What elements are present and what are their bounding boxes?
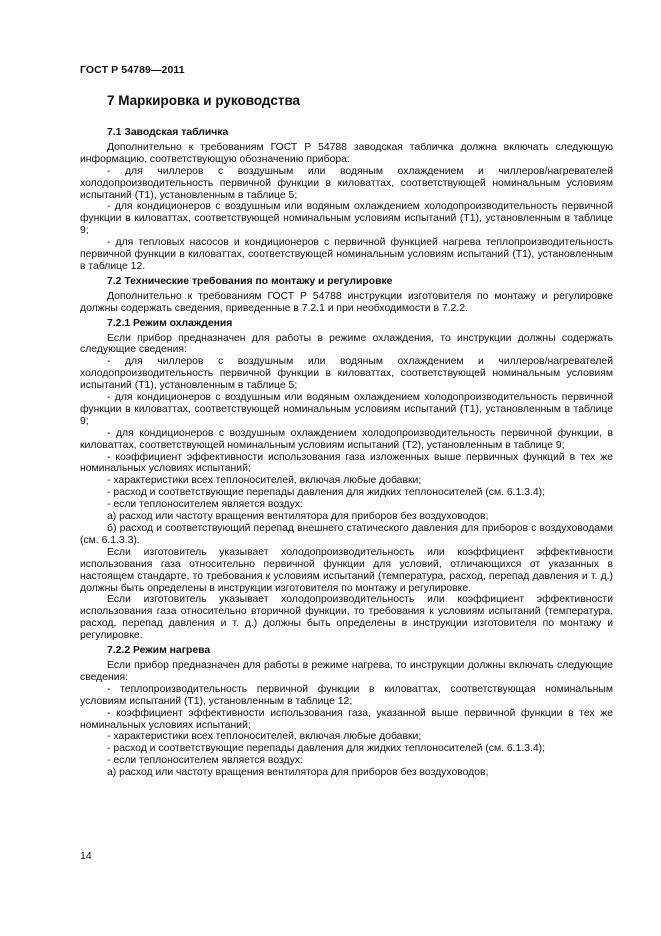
paragraph: Если изготовитель указывает холодопроизводительность или коэффициент эффективности использования газа относительно вторичной функции, то требования к условиям испытаний (температура, расход, перепад давления и т. д.) должны быть определены в инструкции изготовителя по монтажу и регулировке. — [80, 594, 613, 642]
section-title: 7 Маркировка и руководства — [107, 93, 301, 108]
list-item: а) расход или частоту вращения вентилятора для приборов без воздуховодов; — [107, 767, 489, 779]
paragraph: Если изготовитель указывает холодопроизводительность или коэффициент эффективности использования газа относительно первичной функции для условий, отличающихся от указанных в настоящем стандарте, то требования к условиям испытаний (температура, расход, перепад давления и т. д.) должны быть определены в инструкции изготовителя по монтажу и регулировке. — [80, 546, 613, 594]
list-item: - для чиллеров с воздушным или водяным охлаждением и чиллеров/нагревателей холодопроизводительность первичной функции в киловаттах, соответствующей номинальным условиям испытаний (Т1), установленным в таблице 5; — [80, 165, 613, 201]
document-body — [80, 127, 613, 779]
list-item: - расход и соответствующие перепады давления для жидких теплоносителей (см. 6.1.3.4); — [107, 487, 546, 499]
list-item: - для кондиционеров с воздушным охлаждением холодопроизводительность первичной функции, в киловаттах, соответствующей номинальным условиям испытаний (Т2), установленным в таблице 9; — [80, 427, 613, 451]
subsection-title-7-1: 7.1 Заводская табличка — [107, 127, 229, 138]
list-item: - если теплоносителем является воздух: — [107, 499, 303, 511]
list-item: - расход и соответствующие перепады давления для жидких теплоносителей (см. 6.1.3.4); — [107, 743, 546, 755]
paragraph: Если прибор предназначен для работы в режиме нагрева, то инструкции должны включать следующие сведения: — [80, 659, 613, 683]
list-item: - коэффициент эффективности использования газа, указанной выше первичной функции в тех же номинальных условиях испытаний; — [80, 707, 613, 731]
document-header: ГОСТ Р 54789—2011 — [80, 64, 185, 76]
page-number: 14 — [80, 850, 92, 862]
list-item: - теплопроизводительность первичной функции в киловаттах, соответствующая номинальным условиям испытаний (Т1), установленным в таблице 12; — [80, 683, 613, 707]
list-item: - если теплоносителем является воздух: — [107, 755, 303, 767]
list-item: а) расход или частоту вращения вентилятора для приборов без воздуховодов; — [107, 511, 489, 523]
list-item: - характеристики всех теплоносителей, включая любые добавки; — [107, 731, 422, 743]
paragraph: Дополнительно к требованиям ГОСТ Р 54788 инструкции изготовителя по монтажу и регулировке должны содержать сведения, приведенные в 7.2.1 и при необходимости в 7.2.2. — [80, 290, 613, 314]
list-item: - для кондиционеров с воздушным или водяным охлаждением холодопроизводительность первичной функции в киловаттах, соответствующей номинальным условиям испытаний (Т1), установленным в таблице 9; — [80, 392, 613, 427]
list-item: - характеристики всех теплоносителей, включая любые добавки; — [107, 475, 422, 487]
list-item: - коэффициент эффективности использования газа изложенных выше первичных функций в тех же номинальных условиях испытаний; — [80, 451, 613, 475]
subsection-title-7-2-1: 7.2.1 Режим охлаждения — [107, 317, 233, 329]
paragraph: Если прибор предназначен для работы в режиме охлаждения, то инструкции должны содержать следующие сведения: — [80, 332, 613, 356]
list-item: - для тепловых насосов и кондиционеров с первичной функцией нагрева теплопроизводительность первичной функции в киловаттах, соответствующей номинальным условиям испытаний (Т1), установленным в таблице 12. — [80, 237, 613, 272]
subsection-title-7-2-2: 7.2.2 Режим нагрева — [107, 645, 211, 657]
subsection-title-7-2: 7.2 Технические требования по монтажу и регулировке — [107, 275, 393, 287]
list-item: - для чиллеров с воздушным или водяным охлаждением и чиллеров/нагревателей холодопроизводительность первичной функции в киловаттах, соответствующей номинальным условиям испытаний (Т1), установленным в таблице 5; — [80, 356, 613, 392]
paragraph: Дополнительно к требованиям ГОСТ Р 54788 заводская табличка должна включать следующую информацию, соответствующую обозначению прибора: — [80, 141, 613, 165]
list-item: б) расход и соответствующий перепад внешнего статического давления для приборов с воздуховодами (см. 6.1.3.3). — [80, 523, 613, 546]
list-item: - для кондиционеров с воздушным или водяным охлаждением холодопроизводительность первичной функции в киловаттах, соответствующей номинальным условиям испытаний (Т1), установленным в таблице 9; — [80, 201, 613, 237]
